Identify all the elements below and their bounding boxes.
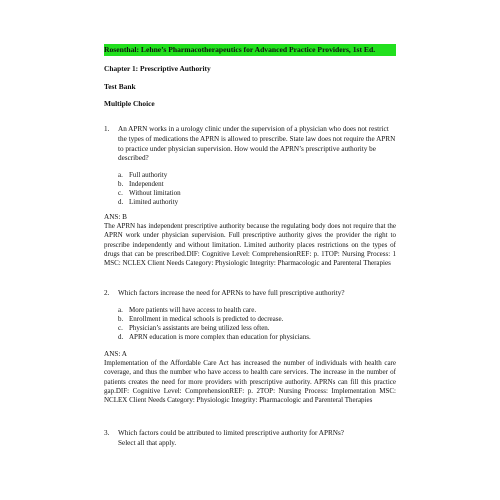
question-2-option-d: d. APRN education is more complex than education for physicians.	[118, 333, 311, 341]
document-title: Rosenthal: Lehne’s Pharmacotherapeutics for Advanced Practice Providers, 1st Ed.	[104, 44, 396, 56]
question-1-number: 1.	[104, 125, 110, 133]
question-1-answer: ANS: B	[104, 213, 127, 221]
question-3-number: 3.	[104, 429, 110, 437]
chapter-heading: Chapter 1: Prescriptive Authority	[104, 64, 211, 73]
question-3-text: Which factors could be attributed to limited prescriptive authority for APRNs?	[118, 429, 344, 437]
question-1-option-c: c. Without limitation	[118, 189, 181, 197]
section-heading: Multiple Choice	[104, 99, 155, 108]
question-2-text: Which factors increase the need for APRNs to have full prescriptive authority?	[118, 289, 345, 297]
question-1-option-a: a. Full authority	[118, 171, 168, 179]
question-1-rationale: The APRN has independent prescriptive authority because the regulating body does not require that the APRN work under physician supervision. Full prescriptive authority gives the provider the right to prescribe independently and without limitation. Limited authority places restrictions on the types of drugs that can be prescribed.DIF: Cognitive Level: ComprehensionREF: p. 1TOP: Nursing Process: 1 MSC: NCLEX Client Needs Category: Physiologic Integrity: Pharmacologic and Parenteral Therapies	[104, 222, 396, 268]
question-3-instruction: Select all that apply.	[118, 439, 177, 447]
question-2-rationale: Implementation of the Affordable Care Act has increased the number of individuals with health care coverage, and thus the number who have access to health care services. The increase in the number of patients creates the need for more providers with prescriptive authority. APRNs can fill this practice gap.DIF: Cognitive Level: ComprehensionREF: p. 2TOP: Nursing Process: Implementation MSC: NCLEX Client Needs Category: Physiologic Integrity: Pharmacologic and Parenteral Therapies	[104, 359, 396, 405]
test-bank-heading: Test Bank	[104, 82, 136, 91]
question-2-answer: ANS: A	[104, 350, 127, 358]
question-1-text: An APRN works in a urology clinic under the supervision of a physician who does not restrict the types of medications the APRN is allowed to prescribe. State law does not require the APRN to practice under physician supervision. How would the APRN’s prescriptive authority be described?	[118, 125, 396, 163]
question-2-option-a: a. More patients will have access to health care.	[118, 306, 257, 314]
question-2-option-c: c. Physician’s assistants are being utilized less often.	[118, 324, 270, 332]
question-1-option-b: b. Independent	[118, 180, 164, 188]
question-2-number: 2.	[104, 289, 110, 297]
question-2-option-b: b. Enrollment in medical schools is predicted to decrease.	[118, 315, 284, 323]
question-1-option-d: d. Limited authority	[118, 198, 179, 206]
